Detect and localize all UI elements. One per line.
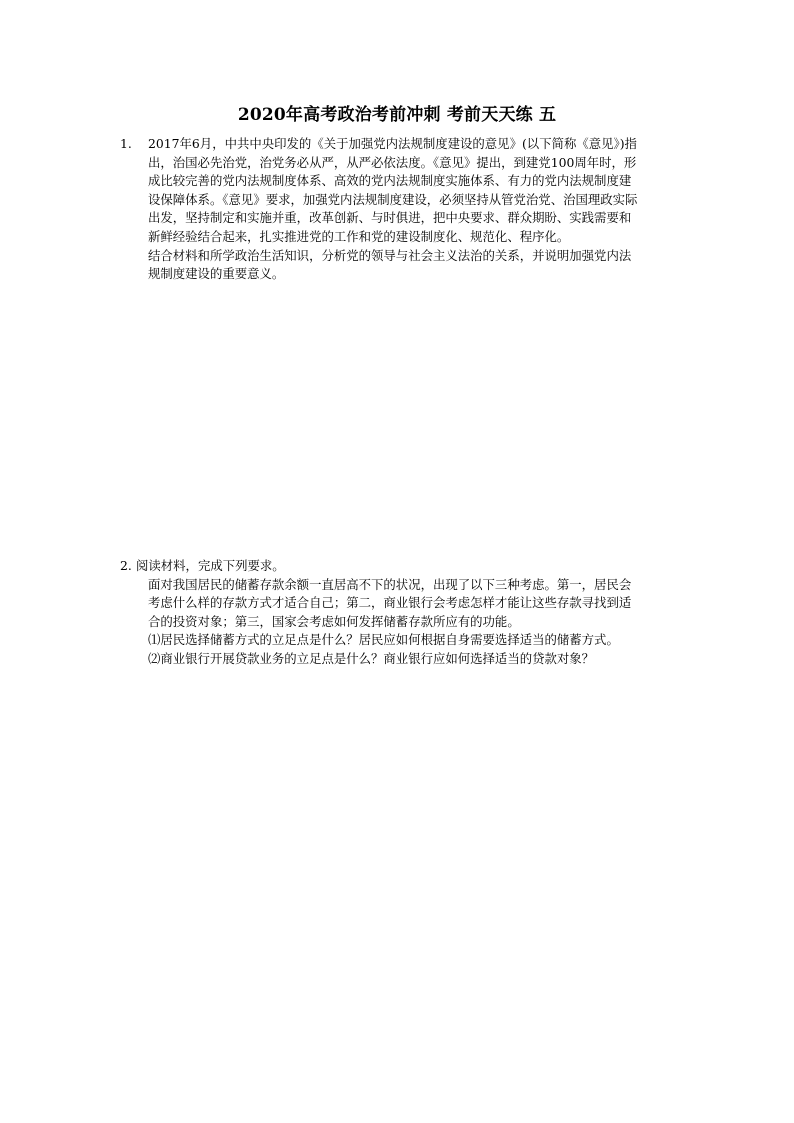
question-number: 2. <box>120 558 132 573</box>
question-text-line: 考虑什么样的存款方式才适合自己；第二，商业银行会考虑怎样才能让这些存款寻找到适 <box>148 595 632 611</box>
question-prompt-line: 结合材料和所学政治生活知识，分析党的领导与社会主义法治的关系，并说明加强党内法 <box>148 247 632 263</box>
question-text-line: 合的投资对象；第三，国家会考虑如何发挥储蓄存款所应有的功能。 <box>148 613 520 629</box>
question-text-line <box>120 135 700 154</box>
question-text-line: 出，治国必先治党，治党务必从严，从严必依法度。《意见》提出，到建党100周年时，形 <box>148 154 637 170</box>
question-1 <box>120 135 700 284</box>
subquestion-2: ⑵商业银行开展贷款业务的立足点是什么？商业银行应如何选择适当的贷款对象？ <box>148 650 595 666</box>
question-text-line: 面对我国居民的储蓄存款余额一直居高不下的状况，出现了以下三种考虑。第一，居民会 <box>148 576 632 592</box>
question-intro-line <box>120 557 700 576</box>
question-text-line: 新鲜经验结合起来，扎实推进党的工作和党的建设制度化、规范化、程序化。 <box>148 228 570 244</box>
question-text-line: 设保障体系。《意见》要求，加强党内法规制度建设，必须坚持从管党治党、治国理政实际 <box>148 191 638 207</box>
question-prompt-line: 规制度建设的重要意义。 <box>148 266 285 282</box>
page-title: 2020年高考政治考前冲刺 考前天天练 五 <box>237 105 557 125</box>
question-2 <box>120 557 700 669</box>
subquestion-1: ⑴居民选择储蓄方式的立足点是什么？居民应如何根据自身需要选择适当的储蓄方式。 <box>148 632 619 648</box>
question-intro: 阅读材料，完成下列要求。 <box>136 558 285 573</box>
question-number: 1. <box>120 136 132 151</box>
question-text: 2017年6月，中共中央印发的《关于加强党内法规制度建设的意见》(以下简称《意见》)指 <box>148 136 637 151</box>
question-text-line: 出发，坚持制定和实施并重，改革创新、与时俱进，把中央要求、群众期盼、实践需要和 <box>148 210 632 226</box>
question-text-line: 成比较完善的党内法规制度体系、高效的党内法规制度实施体系、有力的党内法规制度建 <box>148 173 632 189</box>
